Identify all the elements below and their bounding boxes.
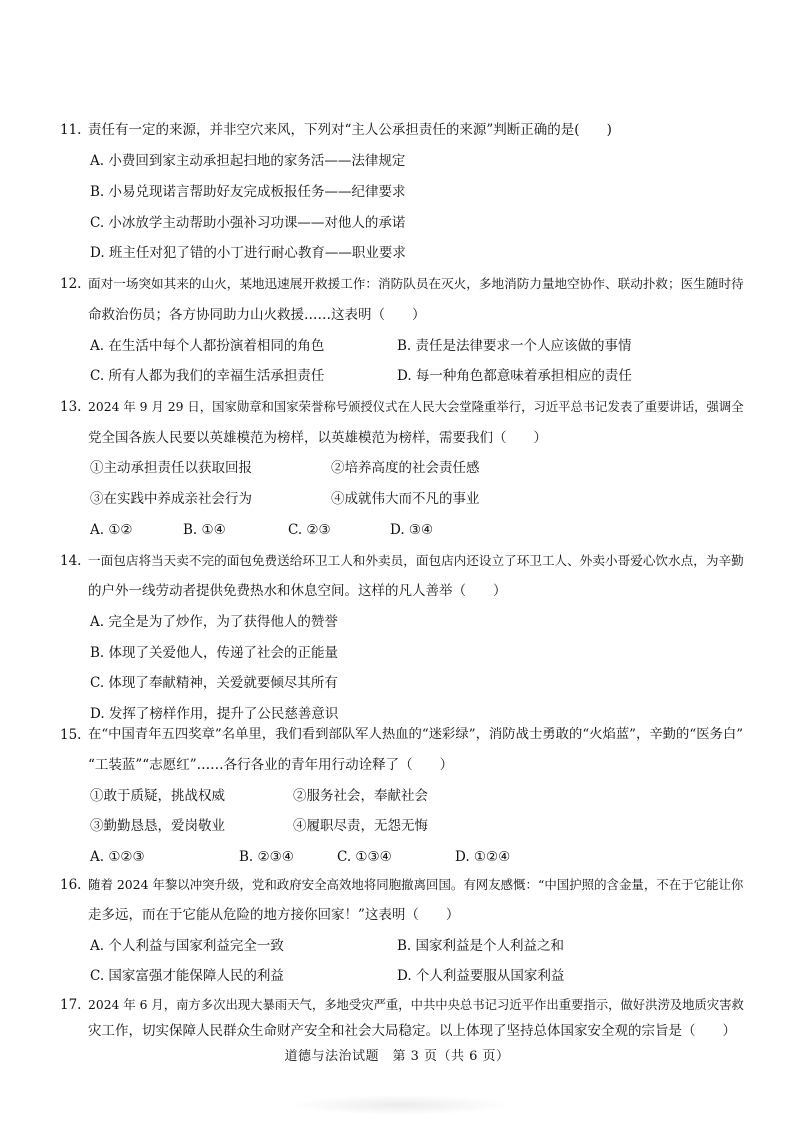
question-13-item-3: ③在实践中养成亲社会行为	[90, 491, 252, 507]
question-12-option-a: A. 在生活中每个人都扮演着相同的角色	[90, 338, 325, 354]
question-11-option-d: D. 班主任对犯了错的小丁进行耐心教育——职业要求	[90, 245, 406, 261]
question-12-option-c: C. 所有人都为我们的幸福生活承担责任	[90, 368, 325, 384]
page-footer: 道德与法治试题 第 3 页（共 6 页）	[284, 1049, 510, 1064]
question-13-item-2: ②培养高度的社会责任感	[331, 460, 480, 476]
question-13-item-4: ④成就伟大而不凡的事业	[331, 491, 480, 507]
question-13-stem-line-1: 2024 年 9 月 29 日，国家勋章和国家荣誉称号颁授仪式在人民大会堂隆重举行，习近平总书记发表了重要讲话，强调全	[88, 400, 744, 414]
question-15-number: 15.	[60, 727, 82, 743]
question-13-option-c: C. ②③	[288, 522, 331, 538]
question-16-number: 16.	[60, 877, 82, 893]
question-16-option-c: C. 国家富强才能保障人民的利益	[90, 968, 284, 984]
question-11-option-c: C. 小冰放学主动帮助小强补习功课——对他人的承诺	[90, 215, 406, 231]
question-14-option-a: A. 完全是为了炒作，为了获得他人的赞誉	[90, 614, 338, 630]
question-15-option-a: A. ①②③	[90, 849, 145, 865]
question-12-stem-line-1: 面对一场突如其来的山火，某地迅速展开救援工作：消防队员在灭火，多地消防力量地空协作、联动扑救；医生随时待	[88, 276, 744, 291]
question-16-stem-line-2: 走多远，而在于它能从危险的地方接你回家！”这表明（ ）	[88, 907, 460, 923]
question-17-number: 17.	[60, 997, 82, 1013]
question-13-item-1: ①主动承担责任以获取回报	[90, 460, 252, 476]
question-12-option-b: B. 责任是法律要求一个人应该做的事情	[397, 338, 632, 354]
question-15-option-b: B. ②③④	[239, 849, 294, 865]
question-14-option-d: D. 发挥了榜样作用，提升了公民慈善意识	[90, 706, 339, 722]
question-12-option-d: D. 每一种角色都意味着承担相应的责任	[397, 368, 632, 384]
question-15-option-c: C. ①③④	[337, 849, 392, 865]
question-15-item-3: ③勤勤恳恳，爱岗敬业	[90, 818, 225, 834]
question-15-stem-line-1: 在“中国青年五四奖章”名单里，我们看到部队军人热血的“迷彩绿”，消防战士勇敢的“火焰蓝”，辛勤的“医务白”	[88, 727, 744, 742]
question-15-item-2: ②服务社会，奉献社会	[293, 788, 428, 804]
question-11-option-b: B. 小易兑现诺言帮助好友完成板报任务——纪律要求	[90, 184, 406, 200]
question-15-stem-line-2: “工装蓝”“志愿红”……各行各业的青年用行动诠释了（ ）	[88, 757, 454, 773]
question-14-stem-line-2: 的户外一线劳动者提供免费热水和休息空间。这样的凡人善举（ ）	[88, 583, 507, 599]
question-13-stem-line-2: 党全国各族人民要以英雄模范为榜样，以英雄模范为榜样，需要我们（ ）	[88, 430, 547, 446]
question-17-stem-line-2: 灾工作，切实保障人民群众生命财产安全和社会大局稳定。以上体现了坚持总体国家安全观的宗旨是（ ）	[88, 1023, 736, 1039]
question-11-stem: 责任有一定的来源，并非空穴来风，下列对“主人公承担责任的来源”判断正确的是( )	[88, 122, 612, 138]
scan-smudge	[290, 1095, 510, 1115]
question-13-option-a: A. ①②	[90, 522, 133, 538]
question-12-stem-line-2: 命救治伤员；各方协同助力山火救援……这表明（ ）	[88, 307, 426, 323]
question-11-option-a: A. 小费回到家主动承担起扫地的家务活——法律规定	[90, 153, 406, 169]
question-13-option-d: D. ③④	[390, 522, 434, 538]
question-17-stem-line-1: 2024 年 6 月，南方多次出现大暴雨天气，多地受灾严重，中共中央总书记习近平作出重要指示，做好洪涝及地质灾害救	[88, 998, 744, 1012]
question-14-number: 14.	[60, 553, 82, 569]
question-14-option-c: C. 体现了奉献精神，关爱就要倾尽其所有	[90, 675, 338, 691]
question-11-number: 11.	[60, 122, 82, 138]
question-14-option-b: B. 体现了关爱他人，传递了社会的正能量	[90, 645, 339, 661]
question-16-option-d: D. 个人利益要服从国家利益	[397, 968, 565, 984]
question-12-number: 12.	[60, 276, 82, 292]
question-14-stem-line-1: 一面包店将当天卖不完的面包免费送给环卫工人和外卖员，面包店内还设立了环卫工人、外卖小哥爱心饮水点，为辛勤	[88, 553, 744, 568]
question-15-item-1: ①敢于质疑，挑战权威	[90, 788, 225, 804]
question-16-option-a: A. 个人利益与国家利益完全一致	[90, 938, 284, 954]
question-13-number: 13.	[60, 399, 82, 415]
question-13-option-b: B. ①④	[183, 522, 226, 538]
question-15-option-d: D. ①②④	[455, 849, 511, 865]
question-16-stem-line-1: 随着 2024 年黎以冲突升级，党和政府安全高效地将同胞撤离回国。有网友感慨：“中国护照的含金量，不在于它能让你	[88, 877, 744, 892]
question-15-item-4: ④履职尽责，无怨无悔	[293, 818, 428, 834]
question-16-option-b: B. 国家利益是个人利益之和	[397, 938, 565, 954]
